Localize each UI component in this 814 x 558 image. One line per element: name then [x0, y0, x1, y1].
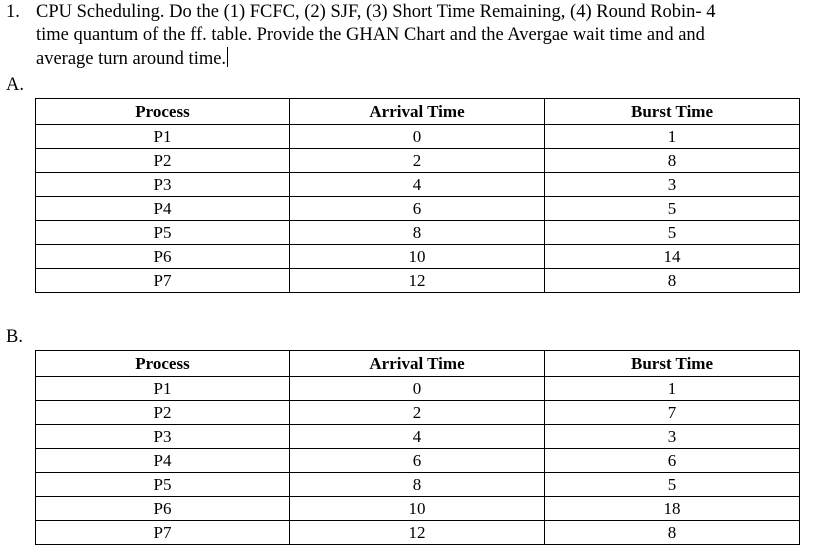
- process-cell: P6: [36, 497, 290, 521]
- arrival-cell: 10: [290, 497, 545, 521]
- table-row: [36, 449, 800, 473]
- table-row: [36, 377, 800, 401]
- header-process: Process: [36, 99, 290, 125]
- burst-cell: 5: [545, 197, 800, 221]
- header-burst-time: Burst Time: [545, 99, 800, 125]
- burst-cell: 1: [545, 377, 800, 401]
- arrival-cell: 6: [290, 197, 545, 221]
- header-burst-time: Burst Time: [545, 351, 800, 377]
- process-cell: P3: [36, 425, 290, 449]
- table-row: [36, 401, 800, 425]
- process-cell: P4: [36, 449, 290, 473]
- burst-cell: 6: [545, 449, 800, 473]
- burst-cell: 14: [545, 245, 800, 269]
- burst-cell: 8: [545, 269, 800, 293]
- question-number: 1.: [6, 2, 20, 22]
- process-cell: P7: [36, 521, 290, 545]
- text-cursor: [227, 47, 228, 67]
- arrival-cell: 4: [290, 173, 545, 197]
- process-cell: P1: [36, 125, 290, 149]
- process-cell: P5: [36, 473, 290, 497]
- arrival-cell: 2: [290, 149, 545, 173]
- section-b-table: [35, 350, 800, 545]
- table-row: [36, 521, 800, 545]
- burst-cell: 8: [545, 149, 800, 173]
- burst-cell: 7: [545, 401, 800, 425]
- arrival-cell: 0: [290, 125, 545, 149]
- section-a-label: A.: [6, 75, 24, 95]
- question: [6, 1, 806, 71]
- table-row: [36, 473, 800, 497]
- header-arrival-time: Arrival Time: [290, 99, 545, 125]
- table-header-row: [36, 99, 800, 125]
- burst-cell: 18: [545, 497, 800, 521]
- table-row: [36, 125, 800, 149]
- header-process: Process: [36, 351, 290, 377]
- burst-cell: 3: [545, 425, 800, 449]
- question-text-content: CPU Scheduling. Do the (1) FCFC, (2) SJF, (3) Short Time Remaining, (4) Round Robin- 4 time quantum of the ff. table. Provide the GHAN Chart and the Avergae wait time and and average turn around time.: [36, 2, 716, 69]
- table-row: [36, 173, 800, 197]
- process-cell: P3: [36, 173, 290, 197]
- arrival-cell: 8: [290, 221, 545, 245]
- burst-cell: 8: [545, 521, 800, 545]
- arrival-cell: 2: [290, 401, 545, 425]
- table-row: [36, 197, 800, 221]
- process-cell: P2: [36, 149, 290, 173]
- question-text[interactable]: [36, 1, 806, 71]
- table-row: [36, 245, 800, 269]
- burst-cell: 5: [545, 221, 800, 245]
- burst-cell: 5: [545, 473, 800, 497]
- burst-cell: 3: [545, 173, 800, 197]
- arrival-cell: 8: [290, 473, 545, 497]
- table-row: [36, 497, 800, 521]
- process-cell: P1: [36, 377, 290, 401]
- table-row: [36, 425, 800, 449]
- arrival-cell: 4: [290, 425, 545, 449]
- header-arrival-time: Arrival Time: [290, 351, 545, 377]
- table-row: [36, 149, 800, 173]
- process-cell: P2: [36, 401, 290, 425]
- process-cell: P7: [36, 269, 290, 293]
- arrival-cell: 12: [290, 521, 545, 545]
- arrival-cell: 12: [290, 269, 545, 293]
- process-cell: P5: [36, 221, 290, 245]
- arrival-cell: 6: [290, 449, 545, 473]
- section-b-label: B.: [6, 327, 23, 347]
- arrival-cell: 0: [290, 377, 545, 401]
- table-header-row: [36, 351, 800, 377]
- table-row: [36, 221, 800, 245]
- process-cell: P4: [36, 197, 290, 221]
- process-cell: P6: [36, 245, 290, 269]
- section-a-table: [35, 98, 800, 293]
- table-row: [36, 269, 800, 293]
- burst-cell: 1: [545, 125, 800, 149]
- arrival-cell: 10: [290, 245, 545, 269]
